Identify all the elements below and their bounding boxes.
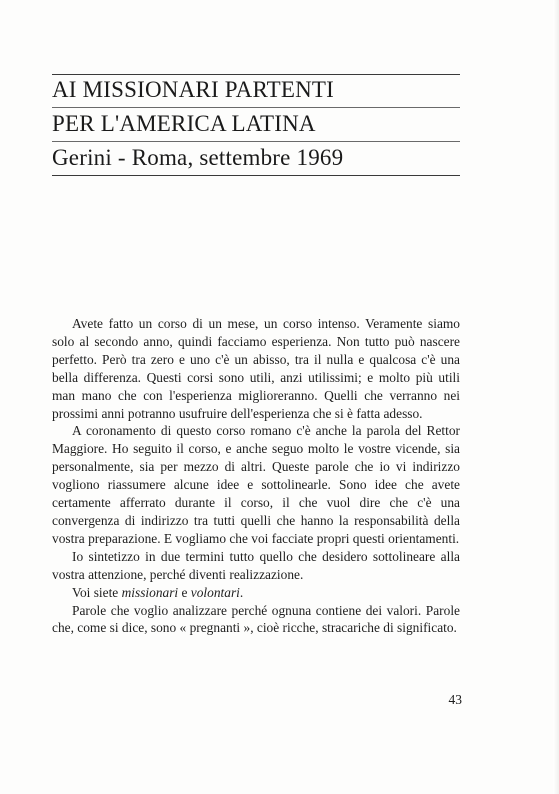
title-rule-bottom (52, 175, 460, 176)
title-line-2: PER L'AMERICA LATINA (52, 111, 316, 136)
paragraph-4 (52, 584, 460, 602)
term-missionari: missionari (121, 584, 179, 600)
title-rule-top (52, 74, 460, 75)
italic-line-suffix: . (239, 584, 244, 600)
italic-line-joiner: e (178, 584, 191, 600)
paragraph-1: Avete fatto un corso di un mese, un corso intenso. Veramente siamo solo al secondo anno, quindi facciamo esperienza. Non tutto può nascere perfetto. Però tra zero e uno c'è un abisso, tra il nulla e qualcosa c'è una bella differenza. Questi corsi sono utili, anzi utilissimi; e molto più utili man mano che con l'esperienza miglioreranno. Quelli che verranno nei prossimi anni potranno usufruire dell'esperienza che si è fatta adesso. (52, 316, 460, 421)
body-text (52, 315, 460, 637)
title-rule-middle-1 (52, 107, 460, 108)
title-line-1: AI MISSIONARI PARTENTI (52, 77, 335, 102)
paragraph-2: A coronamento di questo corso romano c'è anche la parola del Rettor Maggiore. Ho seguito il corso, e anche seguo molto le vostre vicende, sia personalmente, sia per mezzo di altri. Queste parole che io vi indirizzo vogliono riassumere alcune idee e sottolinearle. Sono idee che avete certamente afferrato durante il corso, il che vuol dire che c'è una convergenza di indirizzo tra tutti quelli che hanno la responsabilità della vostra preparazione. E vogliamo che voi facciate propri questi orientamenti. (52, 423, 460, 546)
page-number: 43 (448, 692, 462, 707)
paragraph-5: Parole che voglio analizzare perché ognuna contiene dei valori. Parole che, come si dice, sono « pregnanti », cioè ricche, stracariche di significato. (52, 602, 460, 636)
title-rule-middle-2 (52, 141, 460, 142)
page-edge-shadow (553, 0, 559, 794)
subtitle-line: Gerini - Roma, settembre 1969 (52, 145, 344, 170)
italic-line-prefix: Voi siete (72, 584, 122, 600)
term-volontari: volontari (190, 584, 240, 600)
paragraph-3: Io sintetizzo in due termini tutto quello che desidero sottolineare alla vostra attenzione, perché diventi realizzazione. (52, 548, 460, 582)
